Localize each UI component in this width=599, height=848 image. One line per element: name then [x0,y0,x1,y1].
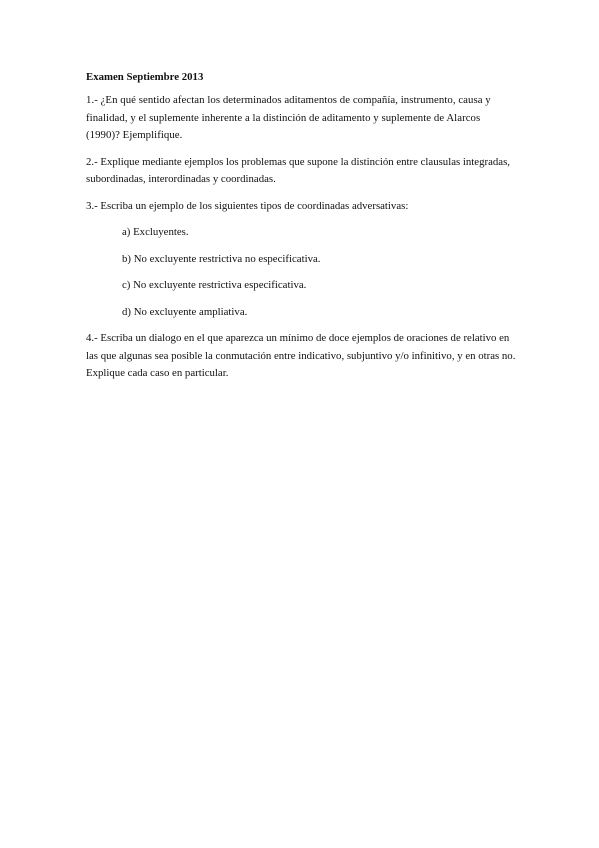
question-2: 2.- Explique mediante ejemplos los problemas que supone la distinción entre clausulas integradas, subordinadas, interordinadas y coordinadas. [86,155,510,185]
document-title: Examen Septiembre 2013 [86,71,204,83]
option-b: b) No excluyente restrictiva no especificativa. [122,252,321,265]
option-d: d) No excluyente ampliativa. [122,305,248,318]
option-a: a) Excluyentes. [122,226,189,238]
option-c: c) No excluyente restrictiva especificativa. [122,279,307,291]
question-3: 3.- Escriba un ejemplo de los siguientes tipos de coordinadas adversativas: [86,199,409,212]
question-3-options [122,224,516,321]
question-4: 4.- Escriba un dialogo en el que aparezca un mínimo de doce ejemplos de oraciones de relativo en las que algunas sea posible la conmutación entre indicativo, subjuntivo y/o infinitivo, y en otras no. Explique cada caso en particular. [86,332,516,379]
question-1: 1.- ¿En qué sentido afectan los determinados aditamentos de compañía, instrumento, causa y finalidad, y el suplemente inherente a la distinción de aditamento y suplemente de Alarcos (1990)? Ejemplifique. [86,94,491,141]
document-body [86,70,516,392]
